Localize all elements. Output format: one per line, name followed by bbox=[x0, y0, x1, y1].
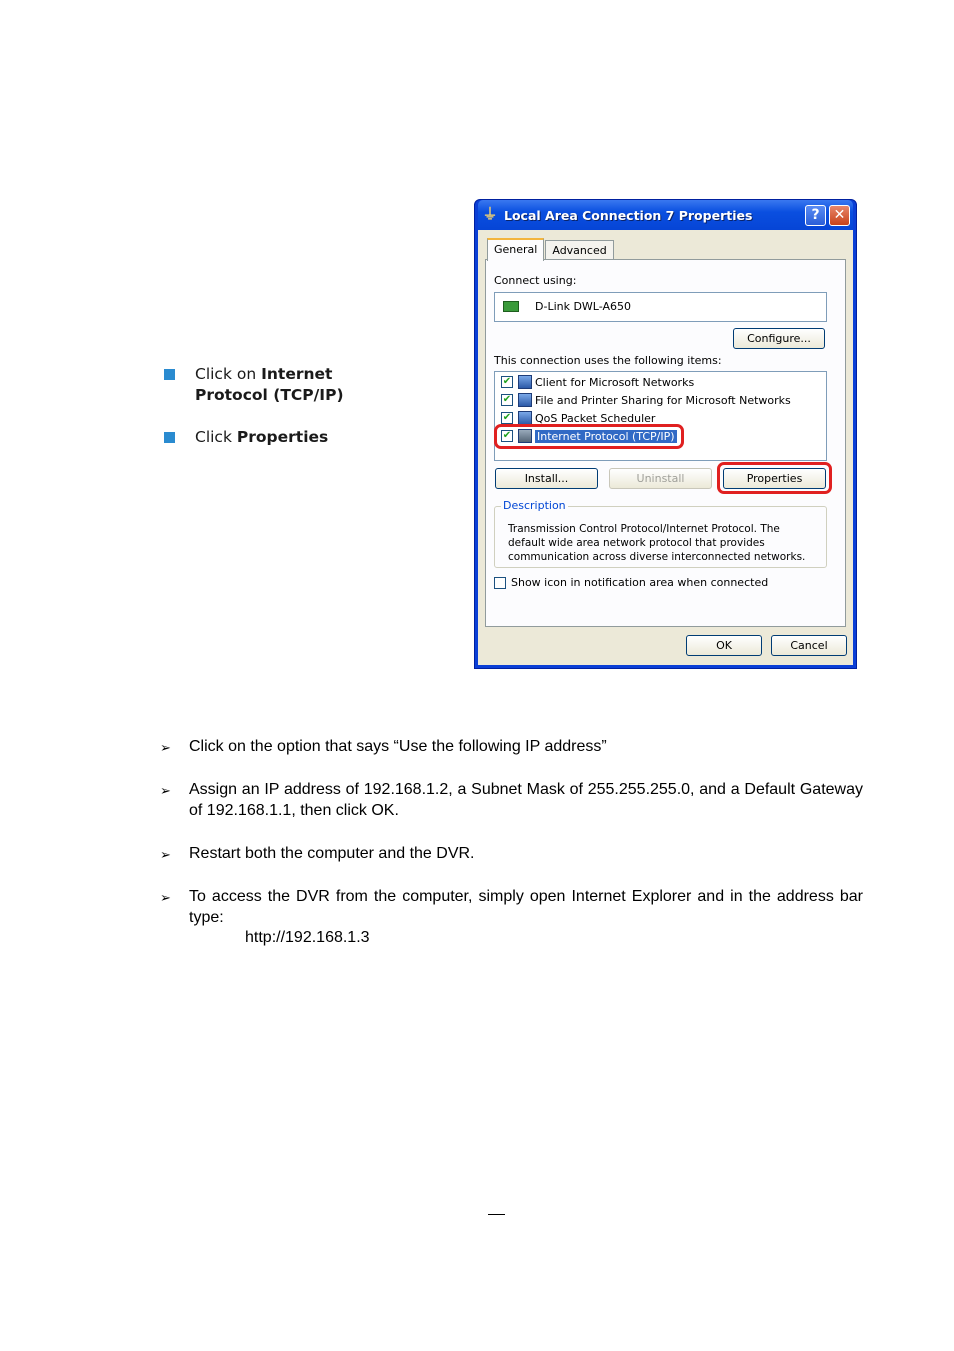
adapter-box bbox=[494, 292, 827, 322]
callout-click-tcpip bbox=[164, 364, 404, 406]
step-item bbox=[160, 843, 863, 866]
client-icon bbox=[518, 375, 532, 389]
callout-prefix: Click on bbox=[195, 365, 262, 383]
network-adapter-icon bbox=[503, 301, 519, 312]
square-bullet-icon bbox=[164, 432, 175, 443]
square-bullet-icon bbox=[164, 369, 175, 380]
adapter-name: D-Link DWL-A650 bbox=[535, 300, 631, 313]
arrow-bullet-icon: ➢ bbox=[160, 848, 171, 863]
item-label: File and Printer Sharing for Microsoft Networks bbox=[535, 393, 791, 407]
connect-using-label: Connect using: bbox=[494, 274, 577, 287]
arrow-bullet-icon: ➢ bbox=[160, 741, 171, 756]
step-text: To access the DVR from the computer, simply open Internet Explorer and in the address bar type: bbox=[189, 888, 863, 926]
step-item bbox=[160, 779, 863, 821]
step-text: Restart both the computer and the DVR. bbox=[189, 845, 475, 862]
checkbox-checked-icon[interactable]: ✔ bbox=[502, 376, 512, 387]
description-text: Transmission Control Protocol/Internet Protocol. The default wide area network protocol that provides communication across diverse interconnected networks. bbox=[508, 523, 806, 563]
show-icon-label: Show icon in notification area when connected bbox=[511, 576, 769, 589]
general-panel bbox=[485, 259, 846, 627]
step-text: Click on the option that says “Use the following IP address” bbox=[189, 738, 607, 755]
network-connection-icon: ⏚ bbox=[482, 206, 498, 223]
dvr-url: http://192.168.1.3 bbox=[245, 929, 370, 946]
step-text: Assign an IP address of 192.168.1.2, a Subnet Mask of 255.255.255.0, and a Default Gateway of 192.168.1.1, then click OK. bbox=[189, 781, 863, 819]
list-item-client[interactable] bbox=[501, 374, 694, 390]
uninstall-button[interactable]: Uninstall bbox=[609, 468, 712, 489]
checkbox-checked-icon[interactable]: ✔ bbox=[502, 394, 512, 405]
properties-highlight bbox=[717, 462, 832, 494]
tab-strip bbox=[487, 238, 615, 260]
step-item bbox=[160, 886, 863, 928]
configure-button[interactable]: Configure... bbox=[733, 328, 825, 349]
item-label: QoS Packet Scheduler bbox=[535, 411, 656, 425]
step-item bbox=[160, 736, 863, 759]
checkbox-checked-icon[interactable]: ✔ bbox=[502, 430, 512, 441]
checkbox-checked-icon[interactable]: ✔ bbox=[502, 412, 512, 423]
callout-prefix: Click bbox=[195, 428, 237, 446]
tab-general[interactable]: General bbox=[487, 238, 544, 261]
arrow-bullet-icon: ➢ bbox=[160, 891, 171, 906]
service-icon bbox=[518, 393, 532, 407]
checkbox-unchecked-icon[interactable] bbox=[494, 577, 506, 589]
properties-dialog bbox=[474, 199, 857, 669]
title-bar[interactable] bbox=[478, 200, 853, 230]
arrow-bullet-icon: ➢ bbox=[160, 784, 171, 799]
list-item-file-sharing[interactable] bbox=[501, 392, 791, 408]
page-number-line bbox=[488, 1214, 505, 1215]
cancel-button[interactable]: Cancel bbox=[771, 635, 847, 656]
description-group bbox=[494, 499, 827, 568]
close-button[interactable]: ✕ bbox=[829, 205, 850, 226]
install-button[interactable]: Install... bbox=[495, 468, 598, 489]
help-button[interactable]: ? bbox=[805, 205, 826, 226]
description-legend: Description bbox=[503, 499, 566, 512]
tcpip-highlight bbox=[494, 424, 684, 449]
service-icon bbox=[518, 411, 532, 425]
callout-click-properties bbox=[164, 427, 328, 448]
item-label: Client for Microsoft Networks bbox=[535, 375, 695, 389]
tab-advanced[interactable]: Advanced bbox=[545, 240, 613, 260]
callout-bold: Properties bbox=[236, 428, 329, 446]
dialog-title: Local Area Connection 7 Properties bbox=[504, 207, 753, 223]
item-label: Internet Protocol (TCP/IP) bbox=[537, 429, 675, 443]
ok-button[interactable]: OK bbox=[686, 635, 762, 656]
show-icon-option[interactable] bbox=[494, 576, 768, 589]
callout-bold: Internet Protocol (TCP/IP) bbox=[195, 365, 344, 404]
properties-button[interactable]: Properties bbox=[723, 468, 826, 489]
items-label: This connection uses the following items: bbox=[494, 354, 722, 367]
dialog-client bbox=[478, 230, 853, 665]
